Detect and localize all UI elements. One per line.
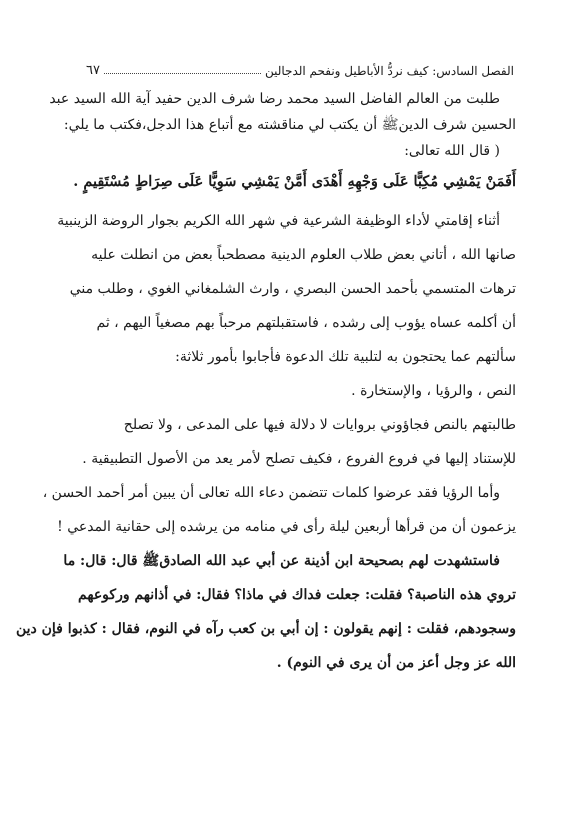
chapter-title: الفصل السادس: كيف نردُّ الأباطيل ونفحم الدجالين [264, 64, 514, 78]
quran-verse: أَفَمَنْ يَمْشِي مُكِبًّا عَلَى وَجْهِهِ أَهْدَى أَمَّنْ يَمْشِي سَوِيًّا عَلَى صِرَاطٍ مُسْتَقِيمٍ . [73, 173, 516, 190]
text-line: ترهات المتسمي بأحمد الحسن البصري ، وارث الشلمغاني الغوي ، وطلب مني [69, 281, 516, 297]
text-line: وأما الرؤيا فقد عرضوا كلمات تتضمن دعاء الله تعالى أن يبين أمر أحمد الحسن ، [42, 485, 500, 501]
text-line: أن أكلمه عساه يؤوب إلى رشده ، فاستقبلتهم مرحباً بهم مصغياً اليهم ، ثم [96, 315, 516, 331]
header-dot-leader [104, 73, 261, 74]
hadith-line: فاستشهدت لهم بصحيحة ابن أذينة عن أبي عبد الله الصادقﷺ قال: قال: ما [63, 553, 500, 569]
hadith-line: تروي هذه الناصبة؟ فقلت: جعلت فداك في ماذا؟ فقال: في أذانهم وركوعهم [78, 587, 516, 603]
text-line: الحسين شرف الدينﷺ أن يكتب لي مناقشته مع أتباع هذا الدجل،فكتب ما يلي: [63, 117, 516, 133]
text-line: صانها الله ، أتاني بعض طلاب العلوم الدينية مصطحباً بعض من انطلت عليه [91, 247, 516, 263]
text-line: للإستناد إليها في فروع الفروع ، فكيف تصلح لأمر يعد من الأصول التطبيقية . [82, 451, 516, 467]
text-line: طلبت من العالم الفاضل السيد محمد رضا شرف الدين حفيد آية الله السيد عبد [49, 91, 500, 107]
text-line: أثناء إقامتي لأداء الوظيفة الشرعية في شهر الله الكريم بجوار الروضة الزينبية [57, 213, 500, 229]
hadith-line: الله عز وجل أعز من أن يرى في النوم) . [276, 655, 516, 671]
running-header [86, 58, 514, 78]
text-line: سألتهم عما يحتجون به لتلبية تلك الدعوة فأجابوا بأمور ثلاثة: [175, 349, 516, 365]
text-line: طالبتهم بالنص فجاؤوني بروايات لا دلالة فيها على المدعى ، ولا تصلح [123, 417, 516, 433]
text-line: يزعمون أن من قرأها أربعين ليلة رأى في منامه من يرشده إلى حقانية المدعي ! [57, 519, 516, 535]
text-line: ( قال الله تعالى: [404, 143, 500, 159]
hadith-line: وسجودهم، فقلت : إنهم يقولون : إن أبي بن كعب رآه في النوم، فقال : كذبوا فإن دين [15, 621, 516, 637]
page-body [15, 86, 516, 676]
text-line: النص ، والرؤيا ، والإستخارة . [351, 383, 516, 399]
page-number: ٦٧ [86, 63, 100, 78]
